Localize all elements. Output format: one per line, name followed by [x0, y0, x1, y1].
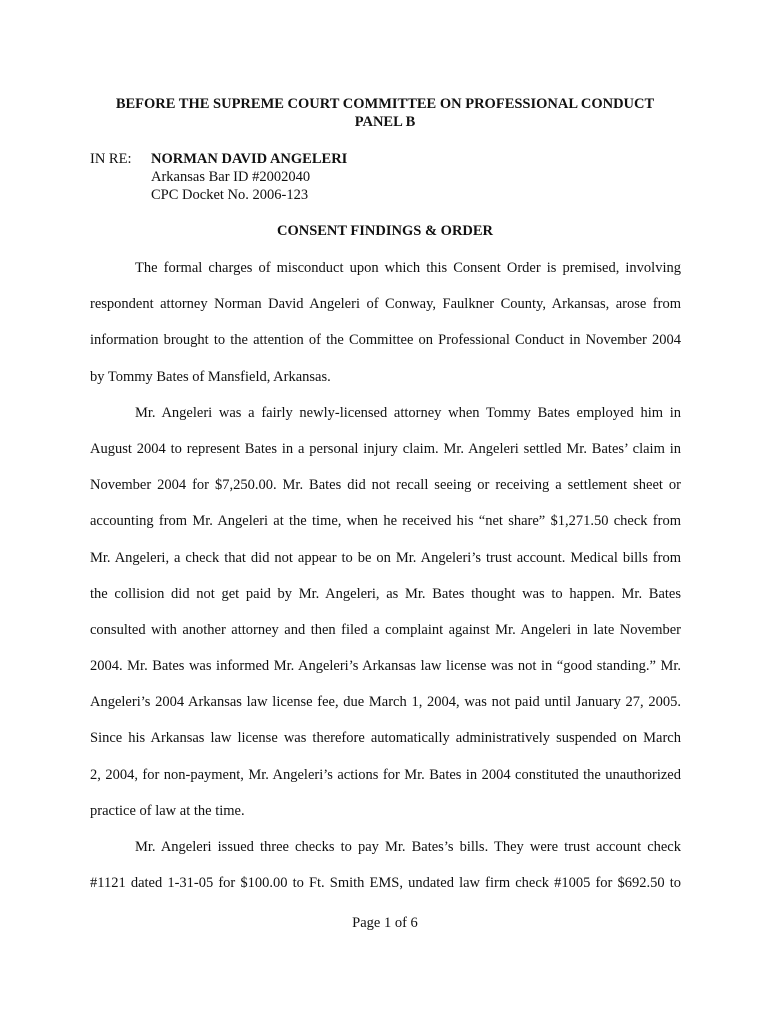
body-line: Mr. Angeleri was a fairly newly-licensed attorney when Tommy Bates employed him in [135, 404, 681, 421]
body-line: Mr. Angeleri, a check that did not appear to be on Mr. Angeleri’s trust account. Medical bills from [90, 549, 681, 566]
body-line: The formal charges of misconduct upon which this Consent Order is premised, involving [135, 260, 681, 276]
page-number: Page 1 of 6 [352, 915, 418, 931]
in-re-label: IN RE: [90, 151, 132, 167]
body-line: by Tommy Bates of Mansfield, Arkansas. [90, 368, 331, 385]
body-line: information brought to the attention of the Committee on Professional Conduct in November 2004 [90, 332, 681, 349]
panel-heading: PANEL B [354, 114, 416, 130]
body-line: accounting from Mr. Angeleri at the time, when he received his “net share” $1,271.50 check from [90, 513, 681, 530]
body-line: 2004. Mr. Bates was informed Mr. Angeleri’s Arkansas law license was not in “good standing.” Mr. [90, 658, 681, 675]
docket-number: CPC Docket No. 2006-123 [151, 187, 309, 203]
body-line: Since his Arkansas law license was therefore automatically administratively suspended on March [90, 730, 681, 747]
body-line: the collision did not get paid by Mr. Angeleri, as Mr. Bates thought was to happen. Mr. Bates [90, 585, 681, 602]
body-line: August 2004 to represent Bates in a personal injury claim. Mr. Angeleri settled Mr. Bates’ claim in [90, 440, 681, 457]
body-line: #1121 dated 1-31-05 for $100.00 to Ft. Smith EMS, undated law firm check #1005 for $692.50 to [90, 875, 681, 892]
body-line: practice of law at the time. [90, 802, 245, 819]
body-line: 2, 2004, for non-payment, Mr. Angeleri’s actions for Mr. Bates in 2004 constituted the unauthorized [90, 766, 681, 783]
body-line: November 2004 for $7,250.00. Mr. Bates did not recall seeing or receiving a settlement sheet or [90, 477, 681, 494]
court-heading: BEFORE THE SUPREME COURT COMMITTEE ON PROFESSIONAL CONDUCT [115, 96, 655, 112]
body-line: consulted with another attorney and then filed a complaint against Mr. Angeleri in late November [90, 621, 681, 638]
document-title: CONSENT FINDINGS & ORDER [276, 223, 494, 239]
case-caption [151, 150, 347, 204]
bar-id: Arkansas Bar ID #2002040 [151, 169, 311, 185]
body-line: respondent attorney Norman David Angeleri of Conway, Faulkner County, Arkansas, arose from [90, 296, 681, 313]
respondent-name: NORMAN DAVID ANGELERI [151, 151, 348, 167]
body-text [90, 258, 681, 909]
body-line: Mr. Angeleri issued three checks to pay Mr. Bates’s bills. They were trust account check [135, 839, 681, 855]
body-line: Angeleri’s 2004 Arkansas law license fee, due March 1, 2004, was not paid until January 27, 2005. [90, 694, 681, 711]
